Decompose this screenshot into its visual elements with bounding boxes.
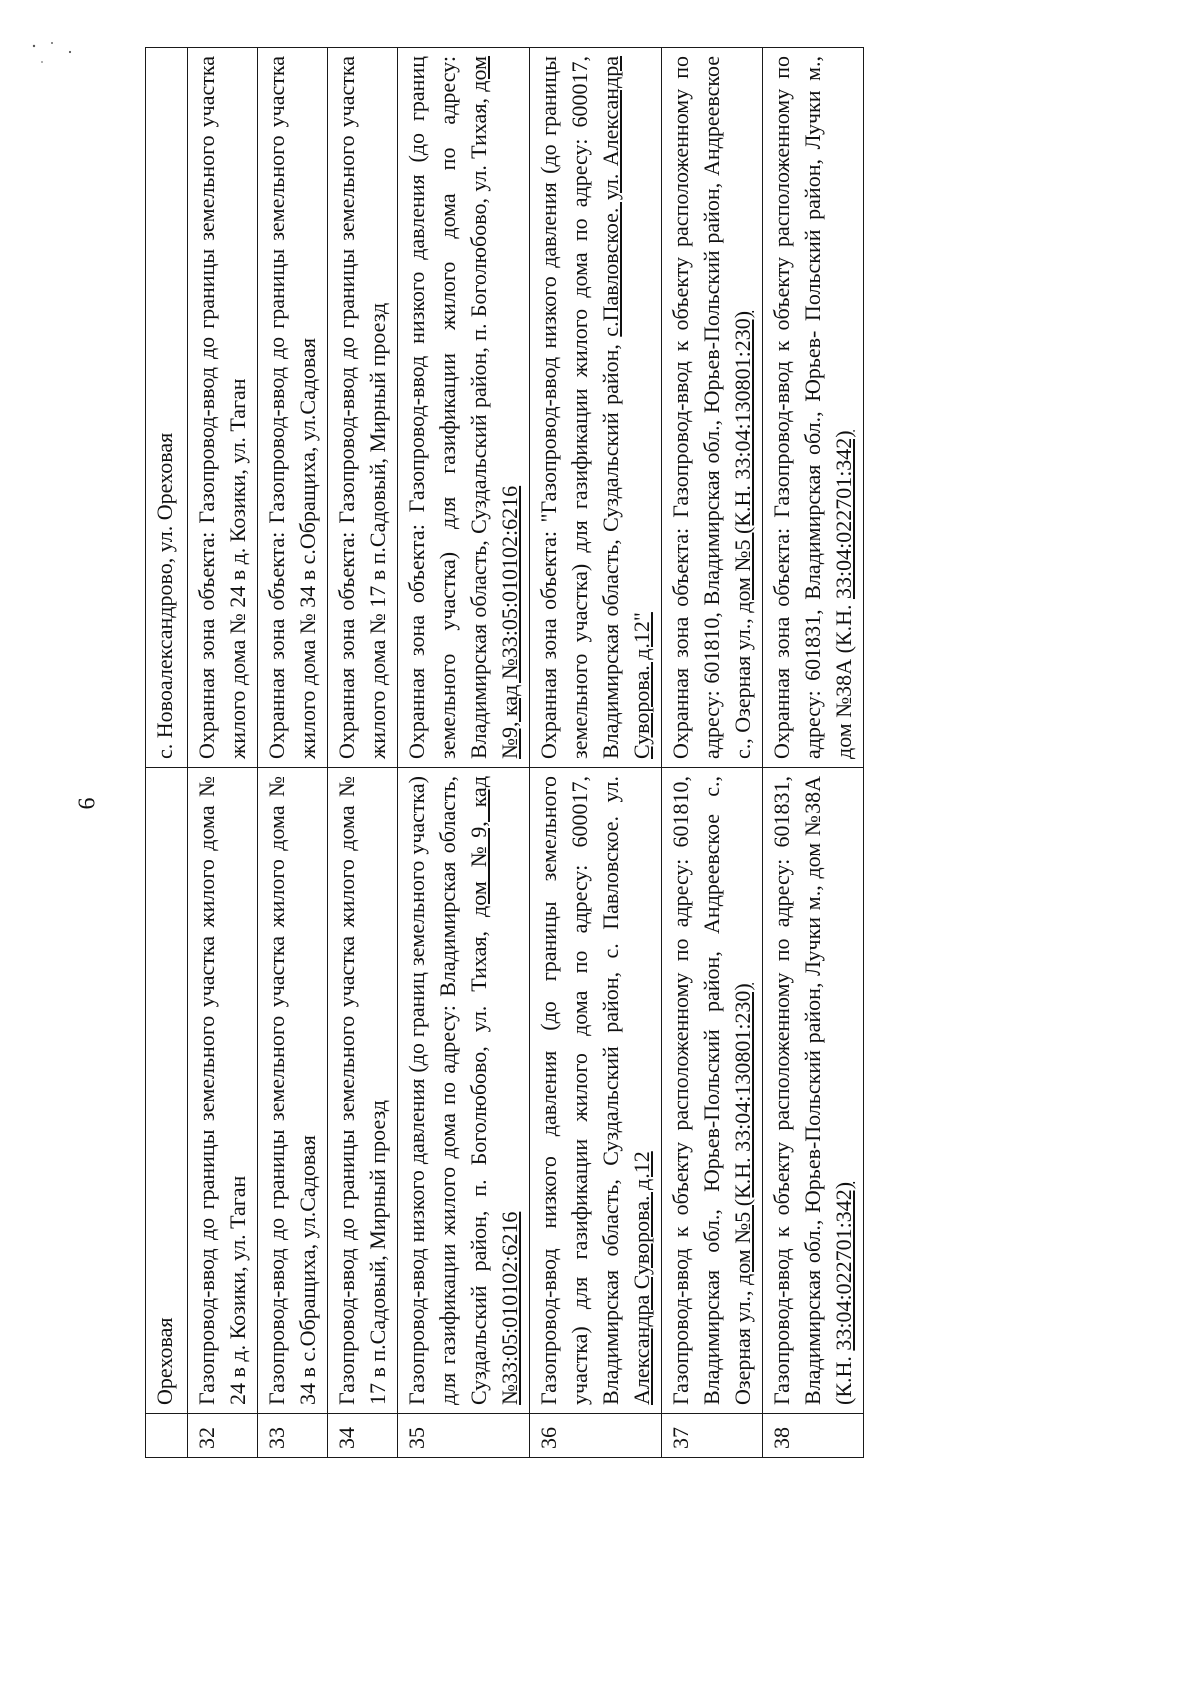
cell-object	[763, 768, 864, 1414]
zone-text-underlined: дом №9, кад №33:05:010102:6216	[466, 55, 522, 759]
cell-zone: с. Новоалександрово, ул. Ореховая	[146, 48, 188, 768]
zone-text: Охранная зона объекта: "Газопровод-ввод низкого давления (до границы земельного участка) для газификации жилого дома по адресу: 600017, Владимирская область, Суздальский район,	[536, 56, 623, 759]
cell-zone: Охранная зона объекта: Газопровод-ввод до границы земельного участка жилого дома № 17 в п.Садовый, Мирный проезд	[328, 48, 398, 768]
cell-num	[146, 1414, 188, 1458]
cell-num: 34	[328, 1414, 398, 1458]
cell-zone	[662, 48, 763, 768]
table-row	[763, 48, 864, 1458]
table-row	[662, 48, 763, 1458]
object-text-underlined: дом №5 (К.Н. 33:04:130801:230)	[730, 983, 755, 1285]
table-row	[258, 48, 328, 1458]
zone-text: Охранная зона объекта: Газопровод-ввод к объекту расположенному по адресу: 601831, Владимирская обл., Юрьев- Польский район, Лучки м., дом №38А (К.Н.	[769, 56, 856, 759]
cell-num: 35	[398, 1414, 530, 1458]
cell-object: Ореховая	[146, 768, 188, 1414]
cell-object: Газопровод-ввод до границы земельного участка жилого дома № 17 в п.Садовый, Мирный проезд	[328, 768, 398, 1414]
cell-object	[398, 768, 530, 1414]
object-text: Газопровод-ввод к объекту расположенному по адресу: 601810, Владимирская обл., Юрьев-Польский район, Андреевское с., Озерная ул.,	[668, 776, 755, 1405]
zone-text: Охранная зона объекта: Газопровод-ввод к объекту расположенному по адресу: 601810, Владимирская обл., Юрьев-Польский район, Андреевское с., Озерная ул.,	[668, 56, 755, 759]
cell-object: Газопровод-ввод до границы земельного участка жилого дома № 24 в д. Козики, ул. Таган	[188, 768, 258, 1414]
table-row-continuation	[146, 48, 188, 1458]
object-text-underlined: 33:04:022701:342)	[831, 1181, 856, 1351]
object-text-underlined: Александра Суворова. д.12	[629, 1151, 654, 1405]
cell-num: 33	[258, 1414, 328, 1458]
zone-text-underlined: 33:04:022701:342)	[831, 430, 856, 600]
cell-object	[530, 768, 662, 1414]
cell-zone: Охранная зона объекта: Газопровод-ввод до границы земельного участка жилого дома № 24 в д. Козики, ул. Таган	[188, 48, 258, 768]
cell-zone	[763, 48, 864, 768]
cell-num: 32	[188, 1414, 258, 1458]
rotated-table-container	[145, 48, 1055, 1458]
cell-num: 37	[662, 1414, 763, 1458]
cell-zone	[530, 48, 662, 768]
cell-zone	[398, 48, 530, 768]
object-text-underlined: дом №9, кад №33:05:010102:6216	[466, 775, 522, 1405]
cell-zone: Охранная зона объекта: Газопровод-ввод до границы земельного участка жилого дома № 34 в с.Обращиха, ул.Садовая	[258, 48, 328, 768]
cell-num: 36	[530, 1414, 662, 1458]
scan-specks	[30, 40, 90, 80]
zone-text-underlined: с.Павловское. ул. Александра Суворова. д.12"	[598, 55, 654, 759]
object-text: Газопровод-ввод низкого давления (до границы земельного участка) для газификации жилого дома по адресу: 600017, Владимирская область, Суздальский район, с. Павловское. ул.	[536, 776, 623, 1405]
table-row	[398, 48, 530, 1458]
cell-object	[662, 768, 763, 1414]
page-number: 6	[74, 797, 101, 810]
object-text: Газопровод-ввод к объекту расположенному по адресу: 601831, Владимирская обл., Юрьев-Польский район, Лучки м., дом №38А (К.Н.	[769, 776, 856, 1405]
table-row	[328, 48, 398, 1458]
cell-object: Газопровод-ввод до границы земельного участка жилого дома № 34 в с.Обращиха, ул.Садовая	[258, 768, 328, 1414]
table-row	[530, 48, 662, 1458]
table-row	[188, 48, 258, 1458]
registry-table	[145, 47, 864, 1458]
zone-text-underlined: дом №5 (К.Н. 33:04:130801:230)	[730, 310, 755, 613]
cell-num: 38	[763, 1414, 864, 1458]
zone-text: Охранная зона объекта: Газопровод-ввод низкого давления (до границ земельного участка) для газификации жилого дома по адресу: Владимирская область, Суздальский район, п. Боголюбово, ул. Тихая,	[404, 56, 491, 759]
object-text: Газопровод-ввод низкого давления (до границ земельного участка) для газификации жилого дома по адресу: Владимирская область, Суздальский район, п. Боголюбово, ул. Тихая,	[404, 776, 491, 1405]
